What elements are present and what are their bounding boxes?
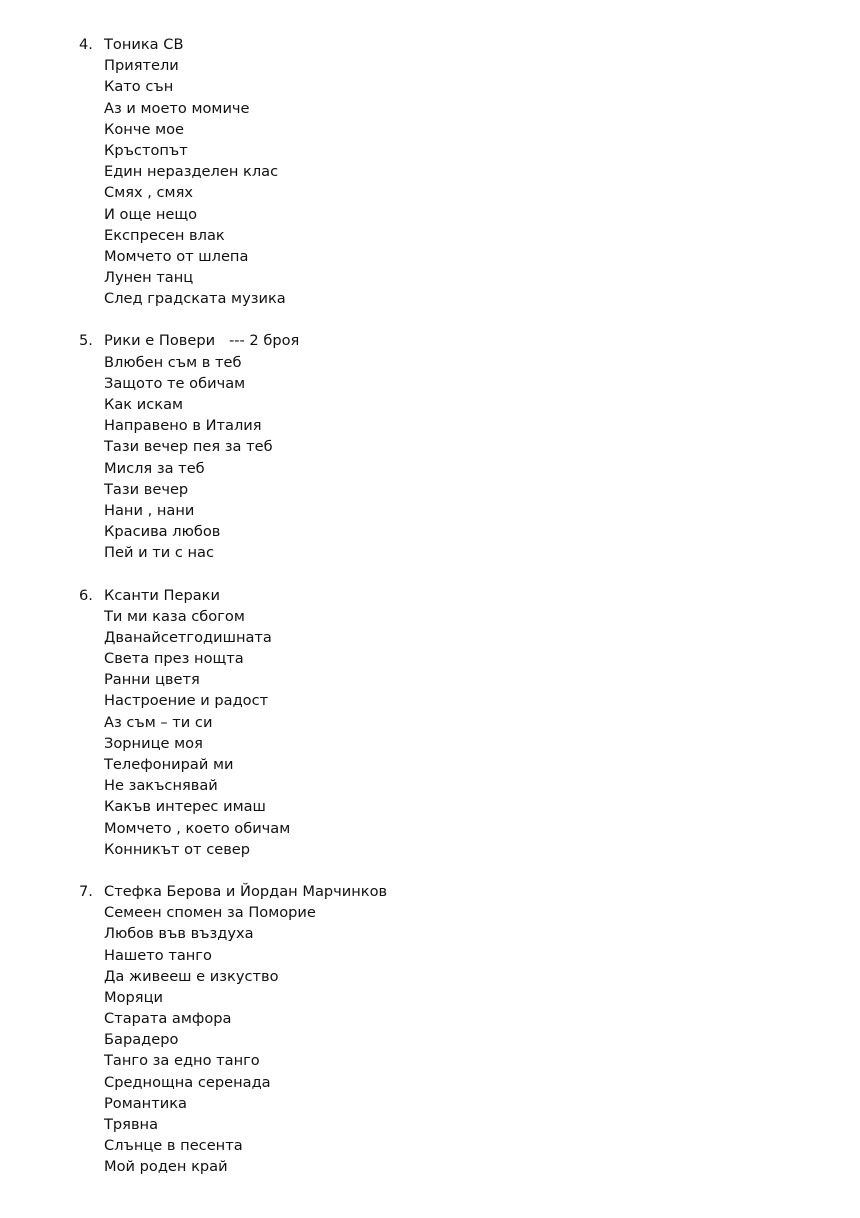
song-title: Зорнице моя xyxy=(104,734,203,752)
song-line xyxy=(0,966,860,987)
song-line xyxy=(0,1050,860,1071)
song-line xyxy=(0,902,860,923)
song-title: И още нещо xyxy=(104,205,198,223)
song-title: Смях , смях xyxy=(104,184,193,202)
artist-line xyxy=(0,34,860,55)
song-line xyxy=(0,606,860,627)
song-line xyxy=(0,754,860,775)
song-title: Романтика xyxy=(104,1094,187,1112)
list-number: 7. xyxy=(79,882,93,900)
artist-name: Ксанти Пераки xyxy=(104,586,220,604)
song-title: Аз съм – ти си xyxy=(104,713,213,731)
song-line xyxy=(0,987,860,1008)
artist-group xyxy=(0,34,860,309)
song-title: Слънце в песента xyxy=(104,1137,243,1155)
song-line xyxy=(0,690,860,711)
song-line xyxy=(0,796,860,817)
song-line xyxy=(0,55,860,76)
song-line xyxy=(0,436,860,457)
song-title: Един неразделен клас xyxy=(104,163,279,181)
song-line xyxy=(0,712,860,733)
song-line xyxy=(0,182,860,203)
song-line xyxy=(0,1093,860,1114)
song-line xyxy=(0,839,860,860)
artist-group xyxy=(0,881,860,1178)
artist-line xyxy=(0,330,860,351)
song-line xyxy=(0,542,860,563)
song-line xyxy=(0,818,860,839)
song-title: Момчето , което обичам xyxy=(104,819,291,837)
song-title: Какъв интерес имаш xyxy=(104,798,266,816)
song-title: Старата амфора xyxy=(104,1010,232,1028)
song-title: Ти ми каза сбогом xyxy=(104,607,245,625)
song-line xyxy=(0,775,860,796)
artist-group xyxy=(0,330,860,563)
song-title: Настроение и радост xyxy=(104,692,269,710)
song-title: Аз и моето момиче xyxy=(104,99,250,117)
song-title: Моряци xyxy=(104,988,163,1006)
song-line xyxy=(0,119,860,140)
song-title: Приятели xyxy=(104,57,179,75)
song-line xyxy=(0,945,860,966)
song-line xyxy=(0,923,860,944)
song-line xyxy=(0,352,860,373)
song-line xyxy=(0,373,860,394)
song-line xyxy=(0,204,860,225)
song-line xyxy=(0,288,860,309)
song-line xyxy=(0,246,860,267)
song-title: Експресен влак xyxy=(104,226,225,244)
song-line xyxy=(0,1135,860,1156)
song-title: Как искам xyxy=(104,396,184,413)
song-title: Нашето танго xyxy=(104,946,212,964)
song-line xyxy=(0,479,860,500)
song-line xyxy=(0,627,860,648)
song-line xyxy=(0,1029,860,1050)
song-title: Любов във въздуха xyxy=(104,925,254,943)
song-title: Направено в Италия xyxy=(104,417,262,435)
song-line xyxy=(0,76,860,97)
song-title: Конникът от север xyxy=(104,840,251,858)
list-number: 5. xyxy=(79,332,93,350)
song-line xyxy=(0,1008,860,1029)
song-line xyxy=(0,98,860,119)
song-title: Красива любов xyxy=(104,523,221,541)
song-line xyxy=(0,1072,860,1093)
song-title: Не закъснявай xyxy=(104,777,218,795)
song-title: Влюбен съм в теб xyxy=(104,353,242,371)
song-title: Кръстопът xyxy=(104,141,188,159)
song-title: Мой роден край xyxy=(104,1158,228,1176)
song-title: Телефонирай ми xyxy=(104,756,234,773)
song-line xyxy=(0,733,860,754)
artist-name: Рики е Повери --- 2 броя xyxy=(104,332,300,350)
song-line xyxy=(0,648,860,669)
song-title: Света през нощта xyxy=(104,650,244,668)
list-number: 4. xyxy=(79,36,93,53)
song-title: Семеен спомен за Поморие xyxy=(104,904,316,922)
song-line xyxy=(0,1156,860,1177)
song-title: Момчето от шлепа xyxy=(104,247,249,265)
song-title: Конче мое xyxy=(104,120,184,138)
song-title: Да живееш е изкуство xyxy=(104,967,279,985)
song-line xyxy=(0,1114,860,1135)
song-line xyxy=(0,669,860,690)
song-title: Среднощна серенада xyxy=(104,1073,271,1091)
artist-line xyxy=(0,585,860,606)
song-title: Защото те обичам xyxy=(104,374,246,392)
song-line xyxy=(0,458,860,479)
song-title: Мисля за теб xyxy=(104,459,205,477)
artist-name: Стефка Берова и Йордан Марчинков xyxy=(104,882,388,900)
song-title: Трявна xyxy=(104,1116,159,1133)
song-line xyxy=(0,161,860,182)
song-line xyxy=(0,140,860,161)
song-line xyxy=(0,521,860,542)
artist-name: Тоника СВ xyxy=(104,36,184,53)
song-line xyxy=(0,225,860,246)
song-line xyxy=(0,500,860,521)
song-title: След градската музика xyxy=(104,290,286,308)
artist-group xyxy=(0,585,860,860)
song-title: Танго за едно танго xyxy=(104,1052,260,1070)
song-line xyxy=(0,267,860,288)
song-line xyxy=(0,394,860,415)
song-title: Дванайсетгодишната xyxy=(104,628,272,646)
song-line xyxy=(0,415,860,436)
song-title: Тази вечер пея за теб xyxy=(104,438,273,456)
list-number: 6. xyxy=(79,586,93,604)
song-title: Тази вечер xyxy=(104,480,189,498)
song-title: Пей и ти с нас xyxy=(104,544,214,562)
song-title: Лунен танц xyxy=(104,269,194,287)
song-title: Ранни цветя xyxy=(104,671,200,689)
artist-song-list xyxy=(0,34,860,1178)
song-title: Като сън xyxy=(104,78,174,96)
song-title: Нани , нани xyxy=(104,501,195,519)
song-title: Барадеро xyxy=(104,1031,179,1049)
artist-line xyxy=(0,881,860,902)
